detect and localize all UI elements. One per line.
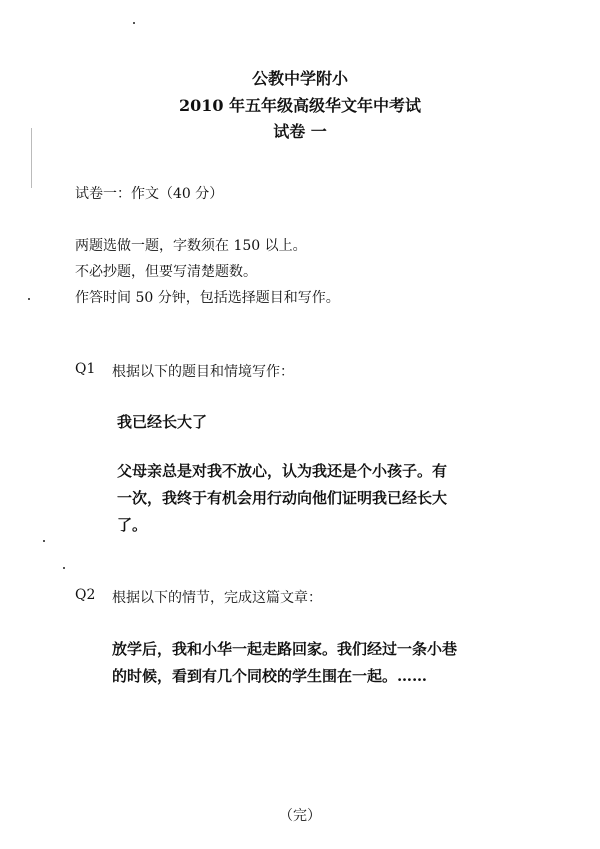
section-title: 试卷一：作文（40 分）	[75, 186, 224, 202]
instruction-line: 不必抄题，但要写清楚题数。	[75, 264, 257, 280]
exam-title: 2010 年五年级高级华文年中考试	[178, 96, 422, 115]
question-body-line: 一次，我终于有机会用行动向他们证明我已经长大	[117, 489, 448, 507]
essay-topic: 我已经长大了	[117, 413, 208, 431]
scan-speck	[63, 567, 65, 569]
end-mark: （完）	[279, 808, 321, 824]
question-prompt: 根据以下的情节，完成这篇文章：	[112, 590, 322, 606]
school-name: 公教中学附小	[251, 69, 348, 88]
scan-speck	[28, 298, 30, 300]
question-body-line: 放学后，我和小华一起走路回家。我们经过一条小巷	[112, 640, 458, 658]
scan-speck	[43, 540, 45, 542]
question-label: Q2	[75, 587, 96, 603]
question-body-line: 父母亲总是对我不放心，认为我还是个小孩子。有	[117, 462, 448, 480]
question-label: Q1	[75, 361, 96, 377]
question-prompt: 根据以下的题目和情境写作：	[112, 364, 294, 380]
question-body-line: 的时候，看到有几个同校的学生围在一起。……	[112, 667, 428, 685]
instruction-line: 作答时间 50 分钟，包括选择题目和写作。	[75, 290, 340, 306]
question-body-line: 了。	[117, 516, 148, 534]
paper-title: 试卷 一	[273, 122, 327, 141]
instruction-line: 两题选做一题，字数须在 150 以上。	[75, 238, 307, 254]
scan-speck	[133, 22, 135, 24]
